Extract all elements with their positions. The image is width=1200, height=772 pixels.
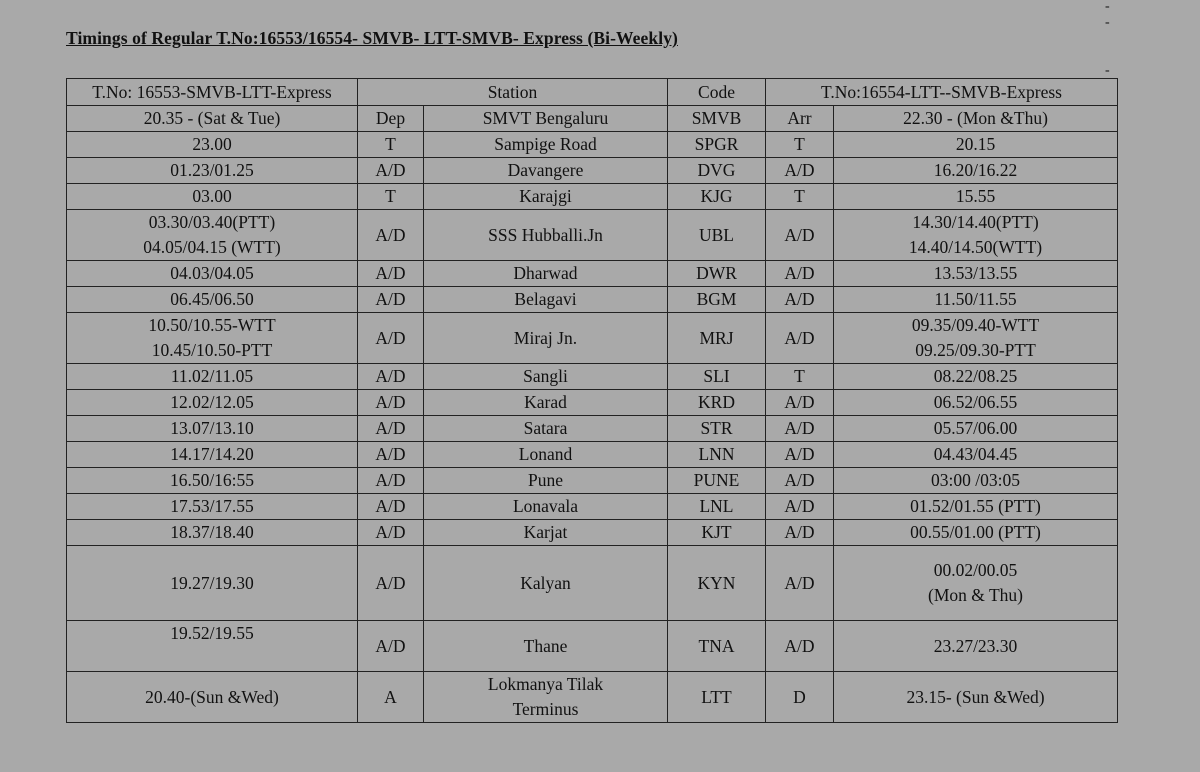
station-name-line: Lonavala xyxy=(512,496,579,516)
train1-time xyxy=(67,184,358,210)
train1-time-line: 04.05/04.15 (WTT) xyxy=(143,237,281,257)
train2-status: A/D xyxy=(766,261,834,287)
station-name-line: Lokmanya Tilak xyxy=(487,674,604,694)
header-train-16554: T.No:16554-LTT--SMVB-Express xyxy=(766,79,1118,106)
train1-status: A/D xyxy=(358,313,424,364)
train1-time xyxy=(67,546,358,621)
station-code: KYN xyxy=(668,546,766,621)
table-row xyxy=(67,468,1118,494)
train2-time xyxy=(834,261,1118,287)
train1-time-line: 20.35 - (Sat & Tue) xyxy=(143,108,281,128)
table-row xyxy=(67,442,1118,468)
station-name-line: Miraj Jn. xyxy=(513,327,578,348)
train2-time-line: 15.55 xyxy=(955,186,996,206)
train1-time xyxy=(67,442,358,468)
train1-time-line: 11.02/11.05 xyxy=(170,366,254,386)
station-name-line: Lonand xyxy=(518,444,573,464)
train1-status: T xyxy=(358,132,424,158)
train1-time xyxy=(67,468,358,494)
train1-time-line: 17.53/17.55 xyxy=(170,496,254,516)
station-name-line: SMVT Bengaluru xyxy=(482,108,609,128)
station-name-line: Belagavi xyxy=(514,289,577,309)
train1-time xyxy=(67,287,358,313)
train1-status: A/D xyxy=(358,468,424,494)
train1-status: A/D xyxy=(358,210,424,261)
train1-time-line: 12.02/12.05 xyxy=(170,392,254,412)
station-name-line: Dharwad xyxy=(513,263,578,283)
train2-time-line: 08.22/08.25 xyxy=(933,366,1018,386)
header-code: Code xyxy=(668,79,766,106)
station-name-line: Terminus xyxy=(512,699,579,719)
train2-time-line: 05.57/06.00 xyxy=(933,418,1018,438)
train2-time xyxy=(834,132,1118,158)
train2-time xyxy=(834,442,1118,468)
train2-status: Arr xyxy=(766,106,834,132)
station-name xyxy=(424,494,668,520)
train2-status: A/D xyxy=(766,494,834,520)
train1-status: A/D xyxy=(358,287,424,313)
train1-status: A/D xyxy=(358,520,424,546)
train1-status: A/D xyxy=(358,158,424,184)
train2-time xyxy=(834,313,1118,364)
train2-time xyxy=(834,416,1118,442)
margin-mark: - xyxy=(1105,0,1110,14)
train2-status: A/D xyxy=(766,442,834,468)
station-name-line: Sangli xyxy=(523,366,568,386)
station-code: DVG xyxy=(668,158,766,184)
station-name xyxy=(424,416,668,442)
train2-time xyxy=(834,494,1118,520)
train1-time xyxy=(67,672,358,723)
table-row xyxy=(67,390,1118,416)
table-row xyxy=(67,546,1118,621)
train2-time-line: 14.40/14.50(WTT) xyxy=(908,237,1043,257)
train2-time-line: 23.27/23.30 xyxy=(933,635,1018,656)
train2-time xyxy=(834,520,1118,546)
train2-status: A/D xyxy=(766,287,834,313)
train1-status: A/D xyxy=(358,621,424,672)
station-code: LNL xyxy=(668,494,766,520)
train1-time-line: 04.03/04.05 xyxy=(170,263,254,283)
train2-time xyxy=(834,546,1118,621)
train2-status: T xyxy=(766,184,834,210)
train2-time-line: 14.30/14.40(PTT) xyxy=(912,212,1039,232)
station-code: PUNE xyxy=(668,468,766,494)
station-code: SPGR xyxy=(668,132,766,158)
train1-status: A xyxy=(358,672,424,723)
station-code: BGM xyxy=(668,287,766,313)
station-name-line: Davangere xyxy=(507,160,584,180)
document-title: Timings of Regular T.No:16553/16554- SMVB- LTT-SMVB- Express (Bi-Weekly) xyxy=(66,28,678,48)
train2-status: A/D xyxy=(766,520,834,546)
station-name-line: Thane xyxy=(523,635,568,656)
train2-status: T xyxy=(766,132,834,158)
station-code: MRJ xyxy=(668,313,766,364)
table-row xyxy=(67,364,1118,390)
train1-time-line: 10.50/10.55-WTT xyxy=(148,315,276,335)
train2-status: T xyxy=(766,364,834,390)
header-train-16553: T.No: 16553-SMVB-LTT-Express xyxy=(67,79,358,106)
station-name xyxy=(424,672,668,723)
train2-time xyxy=(834,287,1118,313)
train2-time-line: 23.15- (Sun &Wed) xyxy=(906,686,1045,707)
station-name xyxy=(424,546,668,621)
station-code: UBL xyxy=(668,210,766,261)
station-name xyxy=(424,158,668,184)
train1-time-line: 19.52/19.55 xyxy=(170,623,254,643)
train1-time-line: 14.17/14.20 xyxy=(170,444,254,464)
station-code: SMVB xyxy=(668,106,766,132)
train2-time-line: 16.20/16.22 xyxy=(933,160,1018,180)
train1-status: Dep xyxy=(358,106,424,132)
train2-time-line: 22.30 - (Mon &Thu) xyxy=(903,108,1048,128)
timetable xyxy=(66,78,1118,723)
train2-time xyxy=(834,184,1118,210)
train2-status: A/D xyxy=(766,390,834,416)
station-name-line: Karjat xyxy=(523,522,568,542)
table-row xyxy=(67,261,1118,287)
station-name-line: Karad xyxy=(524,392,567,412)
table-row xyxy=(67,158,1118,184)
station-name xyxy=(424,364,668,390)
train1-status: A/D xyxy=(358,261,424,287)
train2-status: A/D xyxy=(766,416,834,442)
train1-time-line: 03.30/03.40(PTT) xyxy=(148,212,276,232)
train1-time-line: 16.50/16:55 xyxy=(169,470,255,490)
train1-status: A/D xyxy=(358,416,424,442)
train1-time xyxy=(67,132,358,158)
train1-time xyxy=(67,390,358,416)
train1-time xyxy=(67,364,358,390)
station-code: TNA xyxy=(668,621,766,672)
table-row xyxy=(67,416,1118,442)
train1-time xyxy=(67,210,358,261)
train2-time xyxy=(834,672,1118,723)
train2-status: A/D xyxy=(766,210,834,261)
station-code: KRD xyxy=(668,390,766,416)
train1-status: A/D xyxy=(358,494,424,520)
station-name xyxy=(424,313,668,364)
train1-status: A/D xyxy=(358,442,424,468)
station-code: STR xyxy=(668,416,766,442)
header-row xyxy=(67,79,1118,106)
train1-time xyxy=(67,520,358,546)
station-name-line: Kalyan xyxy=(520,572,571,593)
station-name xyxy=(424,520,668,546)
station-name xyxy=(424,468,668,494)
train2-time-line: 00.02/00.05 xyxy=(933,560,1018,580)
train2-time xyxy=(834,210,1118,261)
train1-status: T xyxy=(358,184,424,210)
train1-time xyxy=(67,313,358,364)
train2-time-line: 00.55/01.00 (PTT) xyxy=(910,522,1041,542)
train2-time xyxy=(834,158,1118,184)
train1-status: A/D xyxy=(358,546,424,621)
train1-time xyxy=(67,261,358,287)
train1-time-line: 23.00 xyxy=(192,134,232,154)
train1-time xyxy=(67,106,358,132)
station-name xyxy=(424,210,668,261)
header-station: Station xyxy=(358,79,668,106)
train2-time-line: 06.52/06.55 xyxy=(933,392,1018,412)
station-name-line: Sampige Road xyxy=(494,134,597,154)
station-name xyxy=(424,261,668,287)
station-name-line: Karajgi xyxy=(519,186,572,206)
table-row xyxy=(67,621,1118,672)
train1-time xyxy=(67,416,358,442)
train2-time-line: 20.15 xyxy=(955,134,996,154)
table-row xyxy=(67,313,1118,364)
table-row xyxy=(67,494,1118,520)
train2-status: A/D xyxy=(766,313,834,364)
station-code: KJT xyxy=(668,520,766,546)
train2-status: A/D xyxy=(766,158,834,184)
table-row xyxy=(67,184,1118,210)
train1-status: A/D xyxy=(358,364,424,390)
train2-status: A/D xyxy=(766,468,834,494)
train2-status: D xyxy=(766,672,834,723)
train1-time-line: 19.27/19.30 xyxy=(170,572,254,593)
train2-time xyxy=(834,364,1118,390)
train2-time xyxy=(834,390,1118,416)
station-name xyxy=(424,442,668,468)
station-name xyxy=(424,184,668,210)
train1-time-line: 20.40-(Sun &Wed) xyxy=(145,686,279,707)
train1-time xyxy=(67,158,358,184)
train2-time-line: (Mon & Thu) xyxy=(928,585,1023,605)
train2-time-line: 09.25/09.30-PTT xyxy=(915,340,1036,360)
train2-time-line: 09.35/09.40-WTT xyxy=(911,315,1040,335)
station-name xyxy=(424,621,668,672)
table-row xyxy=(67,520,1118,546)
table-row xyxy=(67,132,1118,158)
train1-time-line: 13.07/13.10 xyxy=(170,418,254,438)
train2-time xyxy=(834,468,1118,494)
station-name xyxy=(424,106,668,132)
station-name xyxy=(424,390,668,416)
station-code: LNN xyxy=(668,442,766,468)
train2-time xyxy=(834,106,1118,132)
train2-time-line: 03:00 /03:05 xyxy=(931,470,1020,490)
station-code: DWR xyxy=(668,261,766,287)
table-row xyxy=(67,210,1118,261)
train2-status: A/D xyxy=(766,546,834,621)
station-name-line: SSS Hubballi.Jn xyxy=(488,224,603,245)
station-code: KJG xyxy=(668,184,766,210)
margin-mark: - xyxy=(1105,63,1110,78)
table-row xyxy=(67,287,1118,313)
train1-time-line: 06.45/06.50 xyxy=(170,289,254,309)
train1-time-line: 18.37/18.40 xyxy=(170,522,254,542)
table-row xyxy=(67,106,1118,132)
station-name-line: Satara xyxy=(523,418,568,438)
train2-time-line: 13.53/13.55 xyxy=(933,263,1018,283)
train1-time xyxy=(67,621,358,672)
train2-time-line: 01.52/01.55 (PTT) xyxy=(910,496,1041,516)
train2-time-line: 11.50/11.55 xyxy=(934,289,1017,309)
train2-time-line: 04.43/04.45 xyxy=(933,444,1018,464)
station-name xyxy=(424,287,668,313)
station-name xyxy=(424,132,668,158)
train1-time-line: 01.23/01.25 xyxy=(170,160,254,180)
train1-time-line: 03.00 xyxy=(192,186,232,206)
train1-time xyxy=(67,494,358,520)
station-code: LTT xyxy=(668,672,766,723)
table-row xyxy=(67,672,1118,723)
station-code: SLI xyxy=(668,364,766,390)
train2-status: A/D xyxy=(766,621,834,672)
train2-time xyxy=(834,621,1118,672)
station-name-line: Pune xyxy=(528,470,563,490)
margin-mark: - xyxy=(1105,15,1110,30)
train1-time-line: 10.45/10.50-PTT xyxy=(151,340,273,360)
train1-status: A/D xyxy=(358,390,424,416)
